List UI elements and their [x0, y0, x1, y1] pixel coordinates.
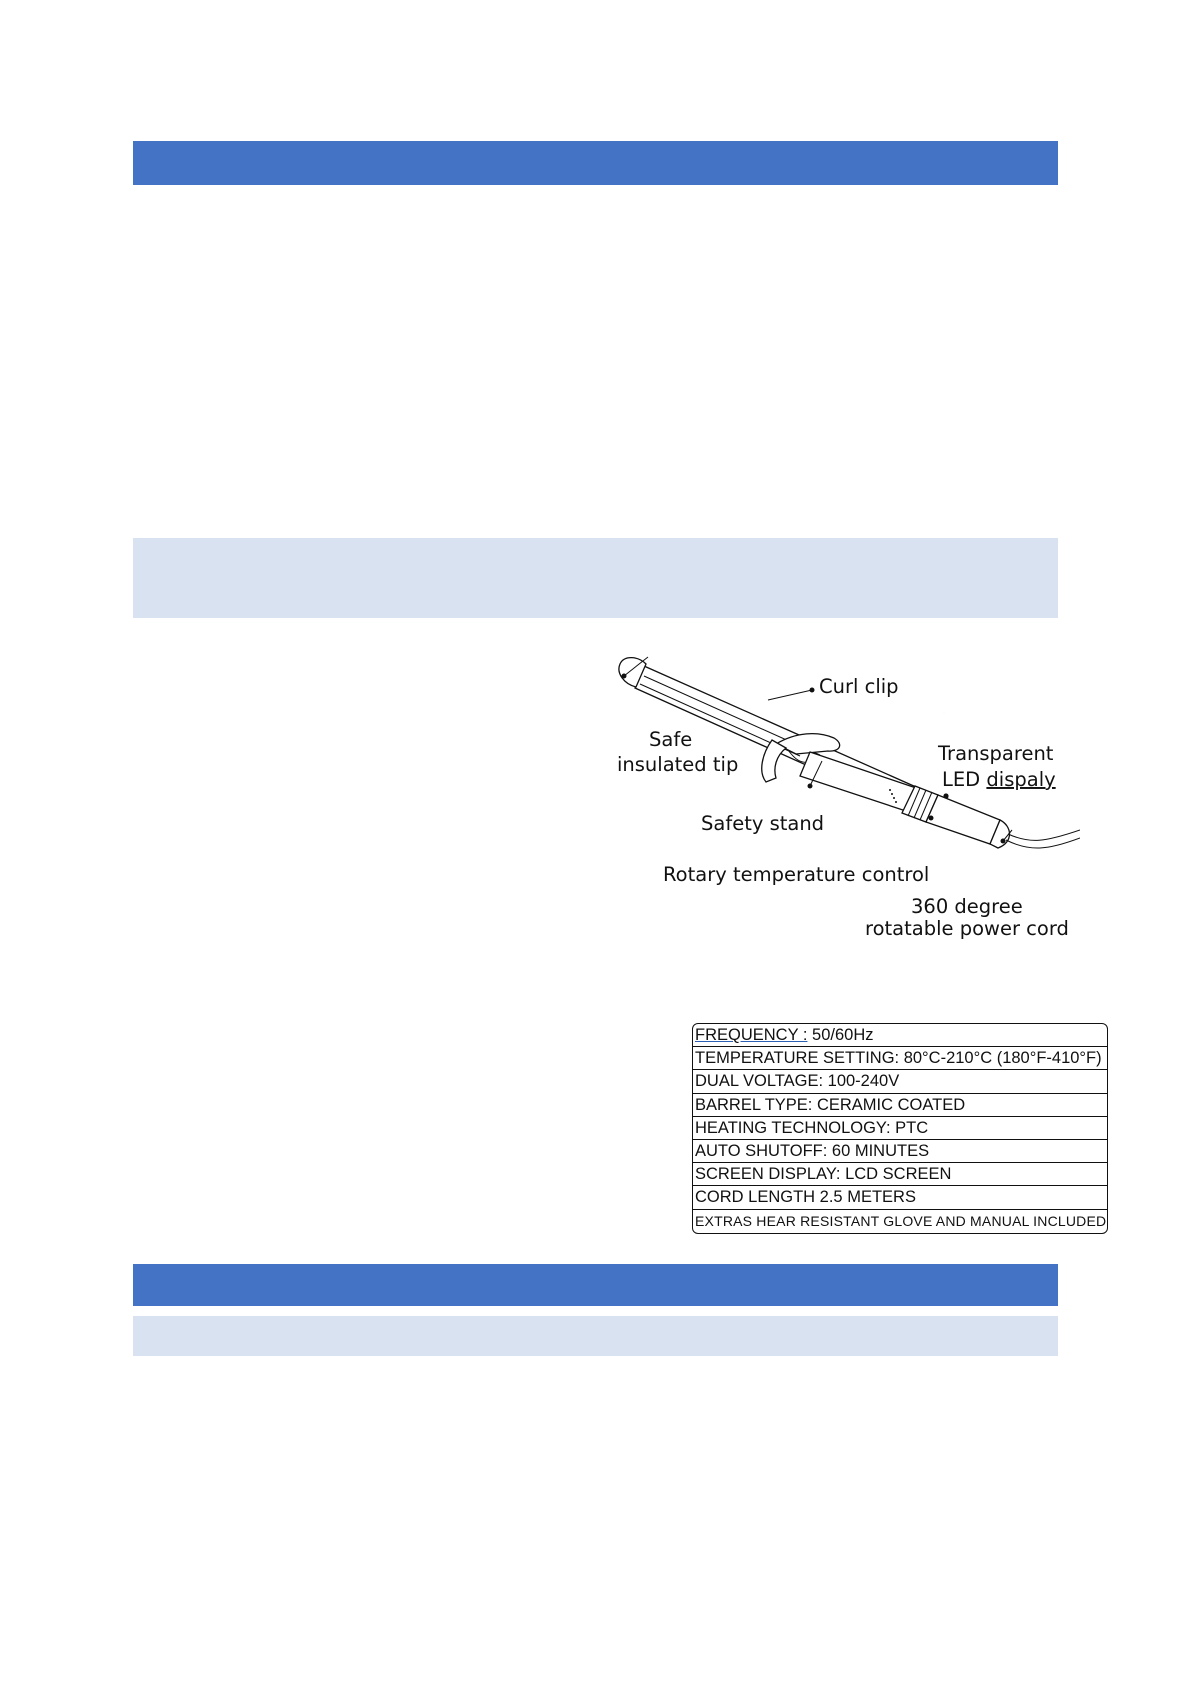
label-curl-clip: Curl clip — [819, 675, 899, 698]
label-safe-tip-2: insulated tip — [617, 753, 739, 776]
power-cord — [1008, 830, 1080, 840]
spec-row: AUTO SHUTOFF: 60 MINUTES — [693, 1140, 1107, 1163]
spec-row: TEMPERATURE SETTING: 80°C-210°C (180°F-410°F) — [693, 1047, 1107, 1070]
spec-row: SCREEN DISPLAY: LCD SCREEN — [693, 1163, 1107, 1186]
frequency-label: FREQUENCY : — [695, 1026, 808, 1044]
subsection-header-bar — [133, 538, 1058, 618]
spec-row: EXTRAS HEAR RESISTANT GLOVE AND MANUAL INCLUDED — [695, 1212, 1107, 1229]
section-header-bar-2 — [133, 1264, 1058, 1306]
spec-table — [692, 1023, 1108, 1234]
curling-iron-diagram — [600, 650, 1080, 950]
label-cord-2: rotatable power cord — [865, 917, 1069, 940]
label-cord-1: 360 degree — [911, 895, 1023, 918]
spec-row — [693, 1024, 1107, 1047]
label-safe-tip-1: Safe — [649, 728, 693, 751]
frequency-value: 50/60Hz — [807, 1026, 874, 1044]
label-rotary-control: Rotary temperature control — [663, 863, 930, 886]
spec-row: DUAL VOLTAGE: 100-240V — [693, 1070, 1107, 1093]
label-transparent-2: LED dispaly — [942, 768, 1056, 791]
subsection-header-bar-2 — [133, 1316, 1058, 1356]
spec-row: CORD LENGTH 2.5 METERS — [693, 1186, 1107, 1209]
spec-row: HEATING TECHNOLOGY: PTC — [693, 1117, 1107, 1140]
rear-cap — [926, 795, 1000, 844]
section-header-bar — [133, 141, 1058, 185]
spec-row: BARREL TYPE: CERAMIC COATED — [693, 1094, 1107, 1117]
label-transparent-1: Transparent — [938, 742, 1054, 765]
label-safety-stand: Safety stand — [701, 812, 825, 835]
